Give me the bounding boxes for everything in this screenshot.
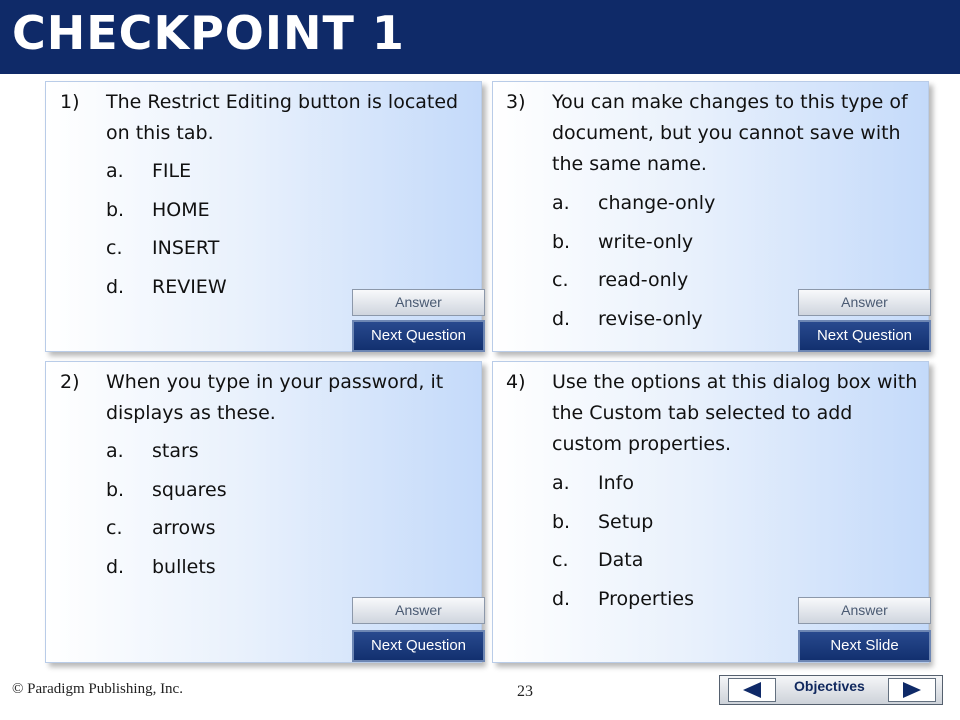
question-number: 2)	[60, 371, 80, 393]
question-4-text	[506, 367, 918, 460]
copyright-text: © Paradigm Publishing, Inc.	[12, 681, 183, 697]
option-c: c. Data	[552, 549, 644, 571]
question-1-text	[60, 87, 465, 149]
option-c: c. arrows	[106, 517, 216, 539]
question-2-text	[60, 367, 472, 429]
option-a: a. Info	[552, 472, 634, 494]
question-text: You can make changes to this type of document, but you cannot save with the same name.	[552, 91, 908, 175]
objectives-link[interactable]: Objectives	[794, 678, 865, 694]
next-slide-button[interactable]: Next Slide	[798, 630, 931, 662]
option-b: b. write-only	[552, 231, 694, 253]
option-d: d. revise-only	[552, 308, 703, 330]
question-text: Use the options at this dialog box with the Custom tab selected to add custom properties.	[552, 371, 918, 455]
arrow-right-icon	[901, 681, 923, 699]
option-c: c. read-only	[552, 269, 689, 291]
option-d: d. Properties	[552, 588, 695, 610]
title-bar	[0, 0, 960, 74]
page-number: 23	[517, 683, 533, 700]
option-c: c. INSERT	[106, 237, 220, 259]
next-question-button-3[interactable]: Next Question	[798, 320, 931, 352]
option-d: d. REVIEW	[106, 276, 227, 298]
previous-slide-button[interactable]	[728, 678, 776, 702]
next-question-button-1[interactable]: Next Question	[352, 320, 485, 352]
option-d: d. bullets	[106, 556, 216, 578]
option-b: b. Setup	[552, 511, 654, 533]
option-a: a. change-only	[552, 192, 716, 214]
answer-button-1[interactable]: Answer	[352, 289, 485, 316]
navigation-bar	[719, 675, 943, 705]
question-text: When you type in your password, it displays as these.	[106, 371, 444, 424]
slide-title: CHECKPOINT 1	[12, 6, 405, 60]
question-3-text	[506, 87, 918, 180]
answer-button-2[interactable]: Answer	[352, 597, 485, 624]
next-question-button-2[interactable]: Next Question	[352, 630, 485, 662]
question-number: 1)	[60, 91, 80, 113]
question-text: The Restrict Editing button is located on this tab.	[106, 91, 459, 144]
question-number: 4)	[506, 371, 526, 393]
option-b: b. squares	[106, 479, 227, 501]
question-number: 3)	[506, 91, 526, 113]
option-a: a. stars	[106, 440, 199, 462]
answer-button-3[interactable]: Answer	[798, 289, 931, 316]
answer-button-4[interactable]: Answer	[798, 597, 931, 624]
option-a: a. FILE	[106, 160, 192, 182]
next-slide-arrow-button[interactable]	[888, 678, 936, 702]
arrow-left-icon	[741, 681, 763, 699]
option-b: b. HOME	[106, 199, 210, 221]
